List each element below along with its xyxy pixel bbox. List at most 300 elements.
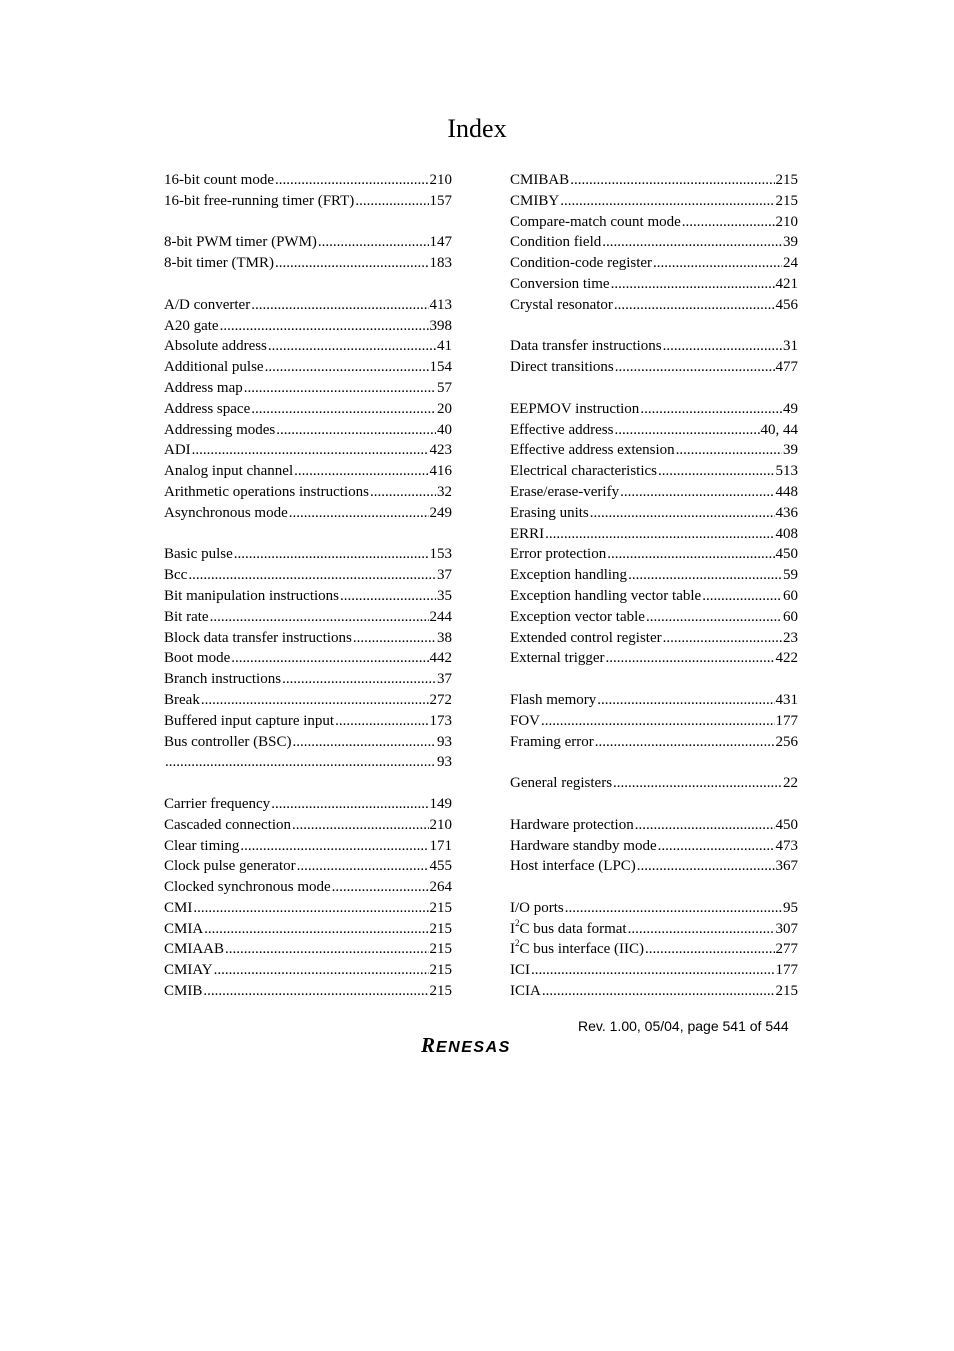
- index-term-text: Buffered input capture input: [164, 712, 335, 729]
- index-term: [164, 357, 264, 378]
- index-term-prefix: I: [510, 920, 515, 937]
- index-entry: [510, 586, 798, 607]
- index-page-number: 157: [429, 192, 452, 209]
- index-entry: [164, 191, 452, 212]
- index-term: [510, 232, 601, 253]
- dot-leader: [658, 836, 775, 857]
- dot-leader: [268, 336, 436, 357]
- index-term-text: Clock pulse generator: [164, 858, 296, 875]
- index-page-number: 450: [775, 546, 798, 563]
- index-term-superscript: 2: [515, 939, 520, 949]
- index-page-number: 423: [429, 442, 452, 459]
- dot-leader: [597, 690, 774, 711]
- index-term: [510, 399, 639, 420]
- dot-leader: [188, 565, 436, 586]
- index-page-number: 215: [775, 172, 798, 188]
- index-term-text: 8-bit timer (TMR): [164, 255, 274, 272]
- index-page-number: 20: [437, 400, 452, 417]
- index-entry: [510, 170, 798, 191]
- index-entry: [510, 773, 798, 794]
- index-term: [510, 628, 662, 649]
- index-page-number: 272: [429, 691, 452, 708]
- index-term-text: Additional pulse: [164, 359, 264, 376]
- index-entry: [510, 482, 798, 503]
- index-entry: [164, 877, 452, 898]
- index-entry: [164, 565, 452, 586]
- index-page-number: 177: [775, 962, 798, 979]
- index-entry: [164, 752, 452, 773]
- dot-leader: [293, 732, 437, 753]
- index-term: [510, 336, 662, 357]
- index-page-number: 215: [775, 192, 798, 209]
- index-entry: [510, 628, 798, 649]
- index-entry: [510, 503, 798, 524]
- index-term-text: Direct transitions: [510, 359, 614, 376]
- index-entry: [510, 836, 798, 857]
- index-term: [510, 856, 636, 877]
- index-term: [164, 690, 200, 711]
- index-page-number: 39: [783, 442, 798, 459]
- index-term-text: Condition field: [510, 234, 602, 251]
- index-page-number: 450: [775, 816, 798, 833]
- index-entry: [164, 399, 452, 420]
- dot-leader: [531, 960, 775, 981]
- index-term-text: I/O ports: [510, 899, 564, 916]
- index-term: [510, 981, 541, 1002]
- index-entry: [510, 440, 798, 461]
- dot-leader: [292, 815, 428, 836]
- index-entry: [510, 815, 798, 836]
- index-page-number: 210: [429, 816, 452, 833]
- index-term-text: 16-bit count mode: [164, 172, 274, 188]
- index-term-text: FOV: [510, 712, 541, 729]
- index-page-number: 307: [775, 920, 798, 937]
- index-term-text: Branch instructions: [164, 671, 282, 688]
- index-page-number: 473: [775, 837, 798, 854]
- index-page-number: 442: [429, 650, 452, 667]
- index-term-text: CMIBAB: [510, 172, 570, 188]
- dot-leader: [203, 981, 428, 1002]
- dot-leader: [297, 856, 429, 877]
- index-term-text: Carrier frequency: [164, 795, 271, 812]
- index-page-number: 153: [429, 546, 452, 563]
- index-term: [164, 336, 267, 357]
- index-term: [510, 295, 613, 316]
- index-entry: [164, 253, 452, 274]
- dot-leader: [244, 378, 436, 399]
- dot-leader: [614, 295, 775, 316]
- index-term: [510, 357, 614, 378]
- index-entry: [164, 503, 452, 524]
- index-page-number: 416: [429, 463, 452, 480]
- dot-leader: [645, 939, 774, 960]
- index-gap: [164, 524, 452, 545]
- index-term: [164, 836, 239, 857]
- index-page-number: 215: [429, 962, 452, 979]
- index-entry: [164, 856, 452, 877]
- dot-leader: [225, 939, 428, 960]
- index-term-text: Addressing modes: [164, 421, 276, 438]
- index-page-number: 95: [783, 899, 798, 916]
- index-page-number: 277: [775, 941, 798, 958]
- dot-leader: [614, 420, 759, 441]
- dot-leader: [193, 898, 428, 919]
- index-entry: [164, 586, 452, 607]
- index-page-number: 22: [783, 775, 798, 792]
- dot-leader: [240, 836, 428, 857]
- index-term: [164, 544, 233, 565]
- index-term-text: Data transfer instructions: [510, 338, 662, 355]
- dot-leader: [606, 648, 775, 669]
- index-term: [164, 981, 202, 1002]
- index-term-text: CMIAY: [164, 962, 213, 979]
- index-page-number: 173: [429, 712, 452, 729]
- index-term-text: External trigger: [510, 650, 605, 667]
- index-term: [164, 253, 274, 274]
- index-term-text: Arithmetic operations instructions: [164, 483, 369, 500]
- index-term-text: C bus data format: [519, 920, 627, 937]
- index-term: [164, 648, 230, 669]
- dot-leader: [318, 232, 429, 253]
- index-entry: [510, 732, 798, 753]
- index-term-text: Block data transfer instructions: [164, 629, 352, 646]
- index-entry: [510, 524, 798, 545]
- index-entry: [510, 357, 798, 378]
- dot-leader: [542, 981, 775, 1002]
- index-term-text: ICIA: [510, 983, 541, 1000]
- index-entry: [164, 461, 452, 482]
- dot-leader: [276, 420, 436, 441]
- index-entry: [510, 295, 798, 316]
- index-entry: [164, 628, 452, 649]
- index-entry: [510, 399, 798, 420]
- index-entry: [164, 981, 452, 1002]
- index-term: [164, 461, 293, 482]
- index-page-number: 147: [429, 234, 452, 251]
- index-entry: [164, 732, 452, 753]
- index-entry: [164, 939, 452, 960]
- index-page-number: 177: [775, 712, 798, 729]
- index-entry: [164, 919, 452, 940]
- index-term: [164, 503, 288, 524]
- index-term-text: ICI: [510, 962, 530, 979]
- dot-leader: [275, 170, 429, 191]
- index-page-number: 456: [775, 296, 798, 313]
- dot-leader: [165, 752, 436, 773]
- index-term: [164, 586, 339, 607]
- dot-leader: [204, 919, 428, 940]
- index-page-number: 93: [437, 754, 452, 771]
- index-term: [510, 544, 606, 565]
- index-term: [164, 399, 250, 420]
- dot-leader: [275, 253, 429, 274]
- index-entry: [164, 836, 452, 857]
- dot-leader: [658, 461, 775, 482]
- index-term: [164, 607, 209, 628]
- index-term-text: CMIA: [164, 920, 204, 937]
- index-entry: [510, 898, 798, 919]
- index-term-text: Conversion time: [510, 275, 610, 292]
- index-term: [164, 856, 296, 877]
- index-term: [510, 420, 613, 441]
- index-gap: [510, 316, 798, 337]
- index-term-text: Asynchronous mode: [164, 504, 288, 521]
- index-entry: [164, 336, 452, 357]
- index-term-text: General registers: [510, 775, 613, 792]
- index-term-text: Basic pulse: [164, 546, 233, 563]
- index-page-number: 60: [783, 608, 798, 625]
- index-entry: [164, 960, 452, 981]
- index-gap: [510, 877, 798, 898]
- index-page-number: 154: [429, 359, 452, 376]
- index-entry: [510, 939, 798, 960]
- index-page-number: 367: [775, 858, 798, 875]
- dot-leader: [370, 482, 436, 503]
- index-term: [510, 440, 675, 461]
- index-term: [510, 648, 605, 669]
- index-term-text: Clear timing: [164, 837, 240, 854]
- index-entry: [164, 794, 452, 815]
- index-term-text: Exception handling vector table: [510, 587, 702, 604]
- index-term-text: Exception handling: [510, 567, 628, 584]
- index-entry: [164, 815, 452, 836]
- index-term: [164, 711, 334, 732]
- index-term-prefix: I: [510, 941, 515, 958]
- index-page-number: 38: [437, 629, 452, 646]
- index-entry: [510, 565, 798, 586]
- index-term: [164, 628, 352, 649]
- page-title: Index: [447, 114, 507, 143]
- index-term-text: Address space: [164, 400, 251, 417]
- index-page-number: 398: [429, 317, 452, 334]
- index-term-text: EEPMOV instruction: [510, 400, 640, 417]
- index-page-number: 413: [429, 296, 452, 313]
- dot-leader: [335, 711, 428, 732]
- index-page-number: 215: [429, 920, 452, 937]
- index-entry: [164, 357, 452, 378]
- index-term-text: CMIBY: [510, 192, 560, 209]
- index-page-number: 171: [429, 837, 452, 854]
- dot-leader: [340, 586, 436, 607]
- index-column-left: [164, 170, 452, 1002]
- index-term: [510, 773, 612, 794]
- index-entry: [510, 981, 798, 1002]
- index-term-text: C bus interface (IIC): [519, 941, 645, 958]
- index-entry: [510, 232, 798, 253]
- dot-leader: [234, 544, 429, 565]
- index-term: [510, 253, 652, 274]
- index-term-text: Extended control register: [510, 629, 662, 646]
- dot-leader: [565, 898, 782, 919]
- index-page-number: 23: [783, 629, 798, 646]
- index-page-number: 149: [429, 795, 452, 812]
- index-term-text: Erasing units: [510, 504, 589, 521]
- index-term-superscript: 2: [515, 918, 520, 928]
- index-entry: [510, 191, 798, 212]
- index-term: [164, 669, 281, 690]
- dot-leader: [611, 274, 775, 295]
- dot-leader: [613, 773, 782, 794]
- dot-leader: [251, 295, 428, 316]
- index-gap: [164, 773, 452, 794]
- index-term: [510, 274, 610, 295]
- index-page-number: 59: [783, 567, 798, 584]
- index-page-number: 93: [437, 733, 452, 750]
- page-footer: Rev. 1.00, 05/04, page 541 of 544: [578, 1018, 789, 1034]
- index-entry: [164, 690, 452, 711]
- svg-text:ENESAS: ENESAS: [436, 1039, 511, 1056]
- dot-leader: [590, 503, 775, 524]
- index-term-text: Boot mode: [164, 650, 231, 667]
- index-term-text: A20 gate: [164, 317, 219, 334]
- index-term-text: Analog input channel: [164, 463, 294, 480]
- index-term: [164, 898, 192, 919]
- dot-leader: [289, 503, 429, 524]
- dot-leader: [541, 711, 774, 732]
- index-entry: [510, 253, 798, 274]
- index-page-number: 37: [437, 567, 452, 584]
- dot-leader: [615, 357, 775, 378]
- dot-leader: [220, 316, 429, 337]
- index-term-text: Compare-match count mode: [510, 213, 681, 230]
- index-term-text: Host interface (LPC): [510, 858, 636, 875]
- index-term-text: Clocked synchronous mode: [164, 879, 331, 896]
- dot-leader: [570, 170, 774, 191]
- index-term-text: Address map: [164, 379, 243, 396]
- index-entry: [164, 898, 452, 919]
- index-term: [164, 316, 219, 337]
- dot-leader: [702, 586, 782, 607]
- index-term: [510, 482, 619, 503]
- index-entry: [510, 336, 798, 357]
- dot-leader: [201, 690, 429, 711]
- dot-leader: [646, 607, 782, 628]
- dot-leader: [265, 357, 429, 378]
- index-term: [164, 732, 292, 753]
- dot-leader: [628, 565, 782, 586]
- index-entry: [510, 960, 798, 981]
- dot-leader: [231, 648, 428, 669]
- index-term-text: Hardware protection: [510, 816, 634, 833]
- index-term: [510, 836, 657, 857]
- index-entry: [510, 607, 798, 628]
- index-term-text: Break: [164, 691, 200, 708]
- dot-leader: [637, 856, 775, 877]
- index-term-text: Absolute address: [164, 338, 267, 355]
- index-term: [510, 919, 627, 940]
- dot-leader: [332, 877, 429, 898]
- dot-leader: [663, 336, 782, 357]
- index-term: [510, 711, 540, 732]
- index-term-text: Crystal resonator: [510, 296, 613, 313]
- index-term-text: Framing error: [510, 733, 594, 750]
- index-page-number: 210: [775, 213, 798, 230]
- index-term: [164, 232, 317, 253]
- dot-leader: [676, 440, 782, 461]
- index-term: [510, 586, 701, 607]
- index-term: [164, 440, 191, 461]
- dot-leader: [620, 482, 774, 503]
- index-term-text: ADI: [164, 442, 191, 459]
- dot-leader: [607, 544, 774, 565]
- dot-leader: [640, 399, 782, 420]
- index-term-text: Cascaded connection: [164, 816, 292, 833]
- index-page-number: 215: [429, 899, 452, 916]
- dot-leader: [682, 212, 775, 233]
- index-gap: [164, 274, 452, 295]
- index-entry: [164, 482, 452, 503]
- index-term-text: Electrical characteristics: [510, 463, 657, 480]
- index-term: [510, 461, 657, 482]
- index-term-text: CMIAAB: [164, 941, 225, 958]
- index-entry: [164, 607, 452, 628]
- index-term: [164, 295, 250, 316]
- index-term-text: CMIB: [164, 983, 203, 1000]
- index-entry: [510, 212, 798, 233]
- index-term: [164, 378, 243, 399]
- index-term: [510, 191, 559, 212]
- index-page-number: 32: [437, 483, 452, 500]
- index-gap: [510, 794, 798, 815]
- dot-leader: [282, 669, 436, 690]
- index-term-text: Effective address: [510, 421, 614, 438]
- index-term-text: Bus controller (BSC): [164, 733, 292, 750]
- index-term-text: Flash memory: [510, 691, 597, 708]
- index-term-text: Exception vector table: [510, 608, 645, 625]
- index-page-number: 436: [775, 504, 798, 521]
- index-term: [164, 191, 354, 212]
- index-entry: [510, 690, 798, 711]
- index-term: [164, 919, 203, 940]
- index-entry: [510, 420, 798, 441]
- index-term: [510, 939, 644, 960]
- index-term-text: 8-bit PWM timer (PWM): [164, 234, 317, 251]
- index-entry: [164, 232, 452, 253]
- dot-leader: [545, 524, 774, 545]
- index-page-number: 210: [429, 172, 452, 188]
- index-term: [510, 565, 627, 586]
- dot-leader: [192, 440, 429, 461]
- index-term: [510, 524, 544, 545]
- index-page-number: 24: [783, 255, 798, 272]
- dot-leader: [602, 232, 782, 253]
- index-entry: [510, 544, 798, 565]
- index-column-right: [510, 170, 798, 1002]
- index-term: [510, 815, 634, 836]
- index-term: [510, 212, 681, 233]
- index-term-text: ERRI: [510, 525, 545, 542]
- index-entry: [510, 274, 798, 295]
- dot-leader: [210, 607, 429, 628]
- index-term: [510, 170, 569, 191]
- dot-leader: [653, 253, 782, 274]
- index-entry: [164, 669, 452, 690]
- index-entry: [164, 170, 452, 191]
- dot-leader: [595, 732, 775, 753]
- index-term: [164, 482, 369, 503]
- index-term: [510, 898, 564, 919]
- index-term: [510, 732, 594, 753]
- index-entry: [510, 919, 798, 940]
- index-gap: [510, 669, 798, 690]
- index-term: [164, 565, 187, 586]
- index-term: [510, 690, 596, 711]
- index-term: [510, 960, 530, 981]
- index-term: [164, 939, 224, 960]
- index-page-number: 513: [775, 463, 798, 480]
- index-term-text: Erase/erase-verify: [510, 483, 620, 500]
- index-gap: [164, 212, 452, 233]
